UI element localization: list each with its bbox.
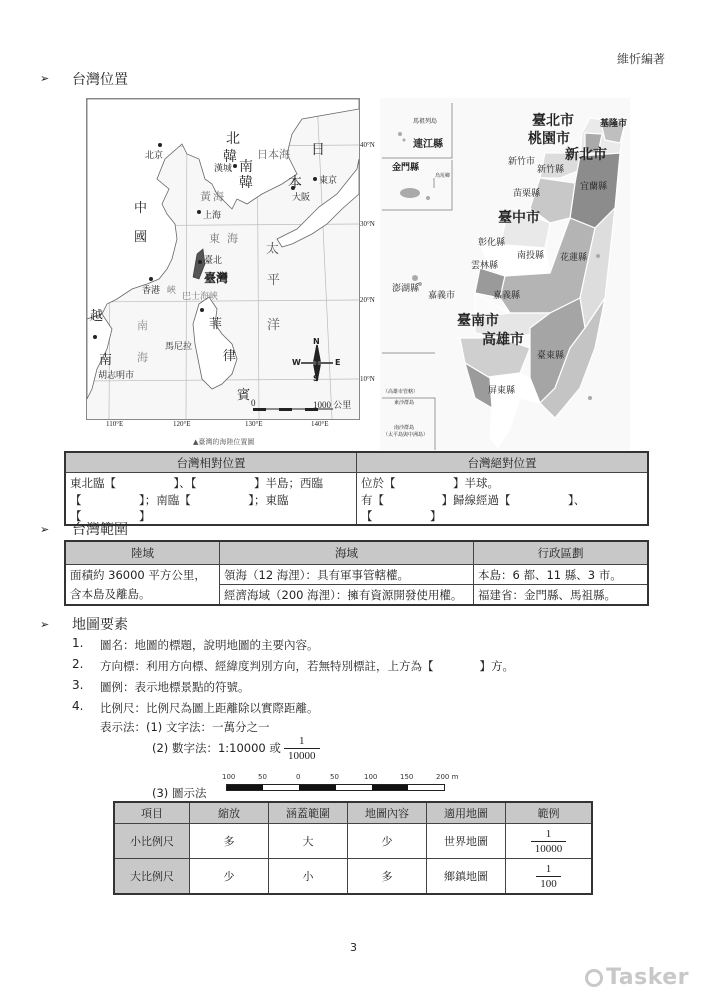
lat-tick-30: 30°N xyxy=(360,220,375,228)
header-content: 地圖內容 xyxy=(348,802,427,824)
map-label-hongkong: 香港 xyxy=(142,286,161,296)
map-label-china-2: 國 xyxy=(134,230,148,245)
sea-economic: 經濟海域（200 海浬）：擁有資源開發使用權。 xyxy=(220,585,474,606)
map-label-tokyo: 東京 xyxy=(319,176,338,186)
relative-position-line-1: 東北臨【 】、【 】半島；西臨 xyxy=(65,473,357,493)
section-title-map-elements: 地圖要素 xyxy=(72,617,128,633)
fraction-denominator: 10000 xyxy=(288,750,316,762)
map-label-north-korea-2: 韓 xyxy=(223,149,237,165)
map-label-philippines-3: 賓 xyxy=(237,388,251,403)
row-content: 多 xyxy=(348,859,427,895)
map-label-miaoli: 苗栗縣 xyxy=(513,189,541,199)
map-label-east-sea-2: 海 xyxy=(227,232,238,245)
map-label-manila: 馬尼拉 xyxy=(165,342,193,352)
map-label-philippines-1: 菲 xyxy=(209,317,223,332)
map-label-changhua: 彰化縣 xyxy=(478,238,506,248)
fraction-denominator: 100 xyxy=(540,877,557,890)
section-bullet-icon: ➢ xyxy=(40,523,50,536)
map-label-wuqiu: 烏坵鄉 xyxy=(435,173,451,179)
row-zoom: 多 xyxy=(190,824,269,859)
scale-tick-label: 100 xyxy=(364,773,378,781)
section-bullet-icon: ➢ xyxy=(40,618,50,631)
list-number: 1. xyxy=(72,636,84,650)
section-title-position: 台灣位置 xyxy=(72,72,128,88)
list-number: 2. xyxy=(72,657,84,671)
map-label-osaka: 大阪 xyxy=(292,193,311,203)
map-label-hualien: 花蓮縣 xyxy=(560,253,588,263)
lon-tick-140: 140°E xyxy=(311,420,329,428)
sea-territorial: 領海（12 海浬）：具有軍事管轄權。 xyxy=(220,565,474,585)
table-row xyxy=(114,859,592,895)
map-label-yunlin: 雲林縣 xyxy=(471,261,499,271)
map-label-south-sea-1: 南 xyxy=(137,319,148,332)
row-coverage: 大 xyxy=(269,824,348,859)
map-label-kaohsiung-admin: （高雄市管轄） xyxy=(383,389,419,395)
header-item: 項目 xyxy=(114,802,190,824)
number-method: (2) 數字法：1:10000 或 xyxy=(152,741,281,755)
author-credit: 維忻編著 xyxy=(616,52,665,66)
fraction-numerator: 1 xyxy=(284,734,320,749)
map-label-taipei-city: 臺北市 xyxy=(532,113,574,129)
lon-tick-110: 110°E xyxy=(106,420,124,428)
number-method-fraction xyxy=(284,734,320,763)
list-number: 3. xyxy=(72,678,84,692)
row-item: 小比例尺 xyxy=(114,824,190,859)
header-land: 陸域 xyxy=(65,541,220,565)
table-row xyxy=(114,824,592,859)
compass-e-label: E xyxy=(335,358,341,367)
scale-comparison-table xyxy=(113,801,593,895)
fraction-numerator: 1 xyxy=(531,827,567,842)
extent-table xyxy=(64,540,649,606)
lat-tick-40: 40°N xyxy=(360,141,375,149)
scale-tick-label: 0 xyxy=(296,773,301,781)
map-label-yellow-sea-2: 海 xyxy=(213,190,224,203)
row-zoom: 少 xyxy=(190,859,269,895)
east-asia-map xyxy=(86,98,360,420)
header-zoom: 縮放 xyxy=(190,802,269,824)
graphic-method: (3) 圖示法 xyxy=(152,786,207,800)
header-relative-position: 台灣相對位置 xyxy=(65,452,357,473)
map-label-south-korea-1: 南 xyxy=(239,159,253,175)
map-label-hcmc: 胡志明市 xyxy=(98,371,135,381)
map-label-pingtung: 屏東縣 xyxy=(488,386,516,396)
map-label-seoul: 漢城 xyxy=(214,164,233,174)
list-number: 4. xyxy=(72,699,84,713)
map-label-chiayi-city: 嘉義市 xyxy=(428,291,456,301)
map-scale-zero: 0 xyxy=(251,398,256,408)
position-table xyxy=(64,451,649,526)
section-title-extent: 台灣範圍 xyxy=(72,522,128,538)
absolute-position-line-1: 位於【 】半球。 xyxy=(357,473,649,493)
map-label-lienchiang: 連江縣 xyxy=(413,139,443,150)
text-method: 表示法：(1) 文字法：一萬分之一 xyxy=(100,720,270,734)
map-label-pacific-1: 太 xyxy=(266,242,280,257)
watermark xyxy=(585,965,689,990)
map-label-tainan: 臺南市 xyxy=(457,313,499,329)
map-label-philippines-2: 律 xyxy=(223,349,237,364)
compass-w-label: W xyxy=(292,358,301,367)
map-label-sea-of-japan: 日本海 xyxy=(257,148,290,161)
lat-tick-20: 20°N xyxy=(360,296,375,304)
scale-tick-label: 150 xyxy=(400,773,414,781)
map-label-vietnam-2: 南 xyxy=(99,353,113,368)
map-label-matsu-islands: 馬祖列島 xyxy=(413,118,438,125)
map-label-japan-2: 本 xyxy=(288,175,302,191)
east-asia-map-caption: ▲臺灣的海陸位置圖 xyxy=(193,438,255,446)
map-label-pacific-3: 洋 xyxy=(267,318,281,333)
map-label-kaohsiung: 高雄市 xyxy=(482,332,524,348)
taiwan-admin-map xyxy=(380,98,630,450)
compass-n-label: N xyxy=(313,337,320,346)
fraction-denominator: 10000 xyxy=(534,842,563,855)
map-label-vietnam-1: 越 xyxy=(90,309,104,324)
map-label-bashi-channel: 巴士海峽 xyxy=(182,292,219,302)
map-label-yellow-sea-1: 黃 xyxy=(200,190,211,203)
map-label-yilan: 宜蘭縣 xyxy=(580,182,608,192)
map-label-hsinchu-city: 新竹市 xyxy=(508,157,536,167)
list-item-legend: 圖例：表示地標景點的符號。 xyxy=(100,680,250,694)
admin-fujian: 福建省：金門縣、馬祖縣。 xyxy=(474,585,649,606)
map-label-nansha: 南沙群島 xyxy=(394,425,415,431)
header-absolute-position: 台灣絕對位置 xyxy=(357,452,649,473)
list-item-scale: 比例尺：比例尺為圖上距離除以實際距離。 xyxy=(100,701,319,715)
map-label-dongsha: 東沙群島 xyxy=(394,400,415,406)
header-admin: 行政區劃 xyxy=(474,541,649,565)
map-label-taiping: （太平島與中洲島） xyxy=(383,432,429,438)
page-number: 3 xyxy=(350,941,357,954)
row-example xyxy=(506,824,593,859)
section-bullet-icon: ➢ xyxy=(40,72,50,85)
map-label-taipei: 臺北 xyxy=(204,256,223,266)
row-content: 少 xyxy=(348,824,427,859)
map-label-japan-1: 日 xyxy=(311,142,325,158)
lon-tick-120: 120°E xyxy=(173,420,191,428)
row-usage: 世界地圖 xyxy=(427,824,506,859)
map-label-south-korea-2: 韓 xyxy=(239,175,253,191)
land-line-1: 面積約 36000 平方公里， xyxy=(65,565,220,585)
map-label-nantou: 南投縣 xyxy=(517,251,545,261)
map-label-beijing: 北京 xyxy=(145,151,164,161)
map-label-penghu: 澎湖縣 xyxy=(392,284,420,294)
list-item-map-title: 圖名：地圖的標題，說明地圖的主要內容。 xyxy=(100,638,319,652)
map-label-keelung: 基隆市 xyxy=(600,119,628,129)
map-label-hsinchu-county: 新竹縣 xyxy=(537,165,565,175)
tasker-logo-icon xyxy=(585,969,603,987)
header-coverage: 涵蓋範圍 xyxy=(269,802,348,824)
scale-tick-label: 100 xyxy=(222,773,236,781)
graphic-scale-bar xyxy=(226,784,445,791)
header-usage: 適用地圖 xyxy=(427,802,506,824)
map-scale-end: 1000 公里 xyxy=(313,400,352,410)
scale-tick-label: 50 xyxy=(258,773,267,781)
map-label-taichung: 臺中市 xyxy=(498,210,540,226)
map-label-south-sea-2: 海 xyxy=(137,351,148,364)
map-label-taiwan: 臺灣 xyxy=(204,271,229,285)
compass-s-label: S xyxy=(313,374,319,383)
map-label-kinmen: 金門縣 xyxy=(392,163,420,173)
header-example: 範例 xyxy=(506,802,593,824)
scale-tick-label: 50 xyxy=(330,773,339,781)
absolute-position-line-2: 有【 】歸線經過【 】、【 】 xyxy=(357,492,649,525)
map-label-chiayi-county: 嘉義縣 xyxy=(493,291,521,301)
row-example xyxy=(506,859,593,895)
list-item-direction: 方向標：利用方向標、經緯度判別方向，若無特別標註，上方為【 】方。 xyxy=(100,659,514,673)
map-label-new-taipei: 新北市 xyxy=(565,147,607,163)
lat-tick-10: 10°N xyxy=(360,375,375,383)
relative-position-line-2: 【 】；南臨【 】；東臨【 】 xyxy=(65,492,357,525)
map-label-china-1: 中 xyxy=(134,201,148,216)
header-sea: 海域 xyxy=(220,541,474,565)
lon-tick-130: 130°E xyxy=(245,420,263,428)
map-label-east-sea-1: 東 xyxy=(209,232,220,245)
row-usage: 鄉鎮地圖 xyxy=(427,859,506,895)
row-item: 大比例尺 xyxy=(114,859,190,895)
land-line-2: 含本島及離島。 xyxy=(65,585,220,606)
map-label-north-korea-1: 北 xyxy=(226,131,240,147)
map-label-pacific-2: 平 xyxy=(267,273,281,288)
map-label-taitung: 臺東縣 xyxy=(537,351,565,361)
watermark-text: Tasker xyxy=(606,965,689,990)
map-label-taoyuan: 桃園市 xyxy=(528,131,570,147)
map-label-shanghai: 上海 xyxy=(203,211,222,221)
scale-tick-label: 200 m xyxy=(436,773,459,781)
fraction-numerator: 1 xyxy=(536,862,561,877)
row-coverage: 小 xyxy=(269,859,348,895)
admin-main-island: 本島：6 都、11 縣、3 市。 xyxy=(474,565,649,585)
map-label-strait: 峽 xyxy=(167,286,177,296)
